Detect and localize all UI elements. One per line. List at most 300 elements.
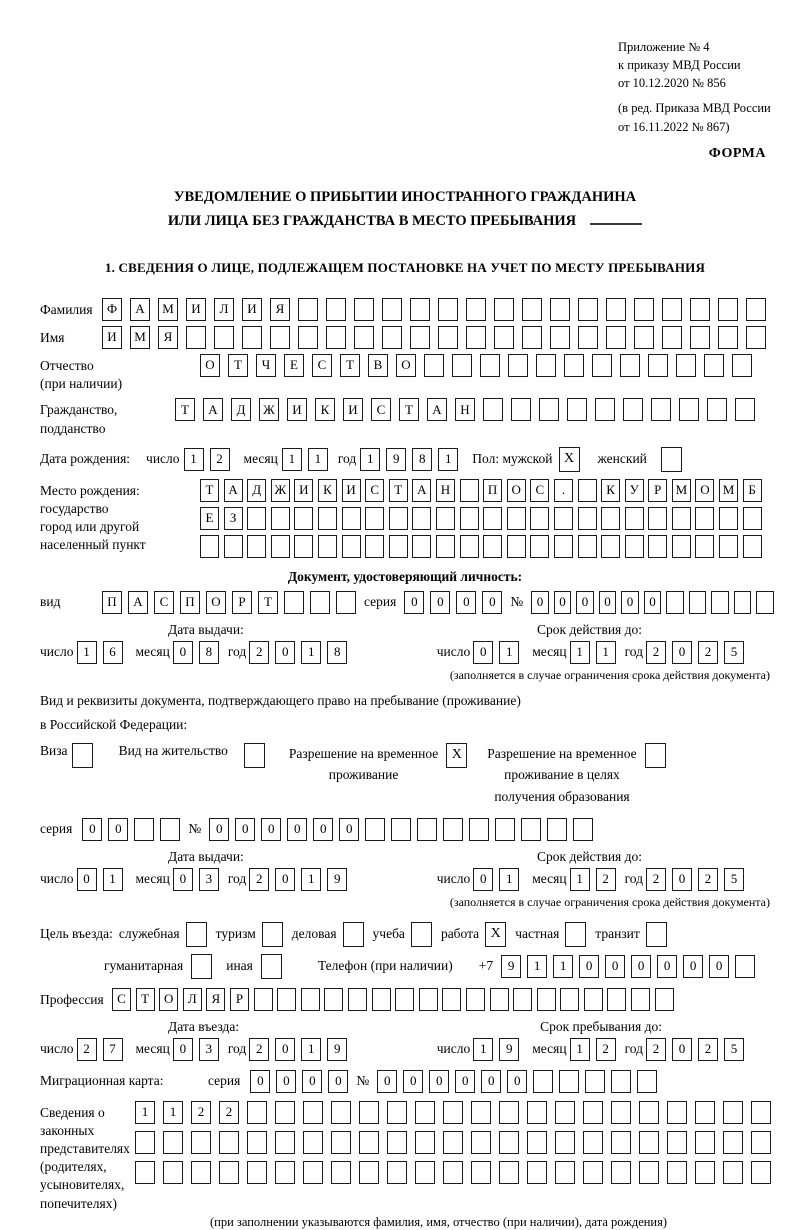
form-cell[interactable]: 5: [724, 641, 744, 664]
form-cell[interactable]: [275, 1131, 295, 1154]
form-cell[interactable]: [559, 1070, 579, 1093]
form-cell[interactable]: [336, 591, 356, 614]
form-cell[interactable]: 2: [219, 1101, 239, 1124]
form-cell[interactable]: 1: [553, 955, 573, 978]
form-cell[interactable]: 1: [308, 448, 328, 471]
form-cell[interactable]: А: [412, 479, 431, 502]
form-cell[interactable]: [743, 507, 762, 530]
form-cell[interactable]: [471, 1161, 491, 1184]
form-cell[interactable]: [326, 326, 346, 349]
form-cell[interactable]: С: [530, 479, 549, 502]
form-cell[interactable]: 0: [275, 1038, 295, 1061]
form-cell[interactable]: [365, 507, 384, 530]
form-cell[interactable]: 0: [657, 955, 677, 978]
form-cell[interactable]: [522, 326, 542, 349]
form-cell[interactable]: 0: [599, 591, 617, 614]
form-cell[interactable]: 0: [261, 818, 281, 841]
form-cell[interactable]: [494, 326, 514, 349]
form-cell[interactable]: 2: [249, 1038, 269, 1061]
form-cell[interactable]: 8: [199, 641, 219, 664]
form-cell[interactable]: [527, 1161, 547, 1184]
form-cell[interactable]: [191, 1161, 211, 1184]
form-cell[interactable]: Т: [389, 479, 408, 502]
form-cell[interactable]: [163, 1131, 183, 1154]
form-cell[interactable]: [751, 1131, 771, 1154]
form-cell[interactable]: [466, 988, 485, 1011]
form-cell[interactable]: [294, 535, 313, 558]
form-cell[interactable]: [595, 398, 615, 421]
form-cell[interactable]: 0: [455, 1070, 475, 1093]
form-cell[interactable]: [483, 535, 502, 558]
form-cell[interactable]: [625, 535, 644, 558]
temp-residence-edu-checkbox[interactable]: [645, 743, 666, 768]
form-cell[interactable]: 1: [103, 868, 123, 891]
purpose-work-checkbox[interactable]: X: [485, 922, 506, 947]
form-cell[interactable]: 0: [328, 1070, 348, 1093]
form-cell[interactable]: [648, 535, 667, 558]
form-cell[interactable]: 2: [191, 1101, 211, 1124]
form-cell[interactable]: [530, 535, 549, 558]
form-cell[interactable]: [578, 507, 597, 530]
form-cell[interactable]: [667, 1101, 687, 1124]
form-cell[interactable]: [751, 1101, 771, 1124]
purpose-tourism-checkbox[interactable]: [262, 922, 283, 947]
form-cell[interactable]: [382, 326, 402, 349]
form-cell[interactable]: [471, 1131, 491, 1154]
form-cell[interactable]: И: [186, 298, 206, 321]
form-cell[interactable]: 0: [108, 818, 128, 841]
form-cell[interactable]: Ч: [256, 354, 276, 377]
form-cell[interactable]: 0: [173, 868, 193, 891]
form-cell[interactable]: Е: [284, 354, 304, 377]
form-cell[interactable]: [651, 398, 671, 421]
form-cell[interactable]: 2: [596, 1038, 616, 1061]
form-cell[interactable]: [723, 1131, 743, 1154]
form-cell[interactable]: [672, 535, 691, 558]
form-cell[interactable]: [294, 507, 313, 530]
form-cell[interactable]: [443, 1161, 463, 1184]
form-cell[interactable]: [585, 1070, 605, 1093]
form-cell[interactable]: [275, 1161, 295, 1184]
form-cell[interactable]: Б: [743, 479, 762, 502]
form-cell[interactable]: [466, 326, 486, 349]
form-cell[interactable]: [389, 507, 408, 530]
form-cell[interactable]: [648, 507, 667, 530]
form-cell[interactable]: [387, 1101, 407, 1124]
form-cell[interactable]: А: [224, 479, 243, 502]
form-cell[interactable]: Т: [258, 591, 278, 614]
form-cell[interactable]: Я: [270, 298, 290, 321]
form-cell[interactable]: [672, 507, 691, 530]
form-cell[interactable]: Т: [340, 354, 360, 377]
form-cell[interactable]: [648, 354, 668, 377]
form-cell[interactable]: Р: [232, 591, 252, 614]
form-cell[interactable]: [719, 507, 738, 530]
form-cell[interactable]: Ж: [259, 398, 279, 421]
form-cell[interactable]: [522, 298, 542, 321]
form-cell[interactable]: [410, 298, 430, 321]
form-cell[interactable]: [387, 1131, 407, 1154]
form-cell[interactable]: [592, 354, 612, 377]
form-cell[interactable]: [578, 535, 597, 558]
form-cell[interactable]: С: [112, 988, 131, 1011]
form-cell[interactable]: [163, 1161, 183, 1184]
form-cell[interactable]: [746, 326, 766, 349]
form-cell[interactable]: 0: [531, 591, 549, 614]
form-cell[interactable]: [438, 326, 458, 349]
form-cell[interactable]: [511, 398, 531, 421]
form-cell[interactable]: 2: [698, 641, 718, 664]
form-cell[interactable]: 0: [403, 1070, 423, 1093]
form-cell[interactable]: [365, 535, 384, 558]
form-cell[interactable]: [662, 326, 682, 349]
form-cell[interactable]: [200, 535, 219, 558]
form-cell[interactable]: О: [396, 354, 416, 377]
form-cell[interactable]: [354, 298, 374, 321]
form-cell[interactable]: 2: [210, 448, 230, 471]
form-cell[interactable]: [303, 1161, 323, 1184]
form-cell[interactable]: [735, 398, 755, 421]
form-cell[interactable]: [247, 1101, 267, 1124]
form-cell[interactable]: О: [695, 479, 714, 502]
form-cell[interactable]: 0: [77, 868, 97, 891]
form-cell[interactable]: И: [102, 326, 122, 349]
form-cell[interactable]: К: [318, 479, 337, 502]
form-cell[interactable]: 0: [287, 818, 307, 841]
form-cell[interactable]: [507, 507, 526, 530]
form-cell[interactable]: П: [483, 479, 502, 502]
form-cell[interactable]: [389, 535, 408, 558]
form-cell[interactable]: [495, 818, 515, 841]
form-cell[interactable]: 0: [82, 818, 102, 841]
form-cell[interactable]: 0: [473, 641, 493, 664]
form-cell[interactable]: [443, 1131, 463, 1154]
form-cell[interactable]: 1: [499, 641, 519, 664]
form-cell[interactable]: Л: [183, 988, 202, 1011]
form-cell[interactable]: [723, 1101, 743, 1124]
form-cell[interactable]: М: [719, 479, 738, 502]
form-cell[interactable]: [301, 988, 320, 1011]
form-cell[interactable]: 1: [570, 641, 590, 664]
form-cell[interactable]: С: [371, 398, 391, 421]
form-cell[interactable]: [666, 591, 684, 614]
form-cell[interactable]: У: [625, 479, 644, 502]
form-cell[interactable]: [499, 1131, 519, 1154]
form-cell[interactable]: [395, 988, 414, 1011]
form-cell[interactable]: Т: [399, 398, 419, 421]
form-cell[interactable]: [601, 507, 620, 530]
form-cell[interactable]: 0: [709, 955, 729, 978]
form-cell[interactable]: [460, 479, 479, 502]
form-cell[interactable]: [391, 818, 411, 841]
form-cell[interactable]: .: [554, 479, 573, 502]
form-cell[interactable]: [412, 507, 431, 530]
form-cell[interactable]: 0: [507, 1070, 527, 1093]
form-cell[interactable]: И: [294, 479, 313, 502]
form-cell[interactable]: 0: [644, 591, 662, 614]
form-cell[interactable]: [679, 398, 699, 421]
form-cell[interactable]: [438, 298, 458, 321]
form-cell[interactable]: [734, 591, 752, 614]
form-cell[interactable]: 5: [724, 868, 744, 891]
form-cell[interactable]: [639, 1131, 659, 1154]
form-cell[interactable]: [412, 535, 431, 558]
purpose-study-checkbox[interactable]: [411, 922, 432, 947]
form-cell[interactable]: [695, 507, 714, 530]
form-cell[interactable]: 1: [163, 1101, 183, 1124]
form-cell[interactable]: [756, 591, 774, 614]
form-cell[interactable]: [326, 298, 346, 321]
form-cell[interactable]: Л: [214, 298, 234, 321]
form-cell[interactable]: [466, 298, 486, 321]
form-cell[interactable]: 0: [605, 955, 625, 978]
form-cell[interactable]: И: [287, 398, 307, 421]
form-cell[interactable]: [480, 354, 500, 377]
form-cell[interactable]: 1: [301, 868, 321, 891]
form-cell[interactable]: [443, 1101, 463, 1124]
form-cell[interactable]: 2: [77, 1038, 97, 1061]
form-cell[interactable]: 0: [275, 868, 295, 891]
form-cell[interactable]: В: [368, 354, 388, 377]
form-cell[interactable]: 0: [339, 818, 359, 841]
form-cell[interactable]: 9: [327, 868, 347, 891]
form-cell[interactable]: [662, 298, 682, 321]
form-cell[interactable]: [436, 507, 455, 530]
form-cell[interactable]: [342, 535, 361, 558]
form-cell[interactable]: [219, 1161, 239, 1184]
form-cell[interactable]: [415, 1161, 435, 1184]
purpose-transit-checkbox[interactable]: [646, 922, 667, 947]
form-cell[interactable]: 1: [301, 1038, 321, 1061]
form-cell[interactable]: [667, 1161, 687, 1184]
form-cell[interactable]: [564, 354, 584, 377]
form-cell[interactable]: С: [154, 591, 174, 614]
form-cell[interactable]: 0: [276, 1070, 296, 1093]
form-cell[interactable]: [242, 326, 262, 349]
form-cell[interactable]: [536, 354, 556, 377]
form-cell[interactable]: 1: [77, 641, 97, 664]
form-cell[interactable]: И: [342, 479, 361, 502]
form-cell[interactable]: 1: [499, 868, 519, 891]
form-cell[interactable]: 0: [313, 818, 333, 841]
form-cell[interactable]: [718, 298, 738, 321]
form-cell[interactable]: К: [601, 479, 620, 502]
form-cell[interactable]: [719, 535, 738, 558]
form-cell[interactable]: 0: [482, 591, 502, 614]
form-cell[interactable]: Н: [436, 479, 455, 502]
form-cell[interactable]: [354, 326, 374, 349]
form-cell[interactable]: [550, 326, 570, 349]
form-cell[interactable]: [631, 988, 650, 1011]
form-cell[interactable]: [527, 1101, 547, 1124]
form-cell[interactable]: [555, 1101, 575, 1124]
form-cell[interactable]: [442, 988, 461, 1011]
form-cell[interactable]: 0: [404, 591, 424, 614]
form-cell[interactable]: [247, 1131, 267, 1154]
form-cell[interactable]: 0: [481, 1070, 501, 1093]
form-cell[interactable]: [533, 1070, 553, 1093]
form-cell[interactable]: 1: [473, 1038, 493, 1061]
form-cell[interactable]: 9: [327, 1038, 347, 1061]
form-cell[interactable]: [695, 1101, 715, 1124]
form-cell[interactable]: О: [206, 591, 226, 614]
purpose-business-checkbox[interactable]: [186, 922, 207, 947]
form-cell[interactable]: [275, 1101, 295, 1124]
form-cell[interactable]: [623, 398, 643, 421]
form-cell[interactable]: 1: [282, 448, 302, 471]
form-cell[interactable]: [655, 988, 674, 1011]
form-cell[interactable]: [499, 1161, 519, 1184]
form-cell[interactable]: [634, 298, 654, 321]
form-cell[interactable]: [625, 507, 644, 530]
form-cell[interactable]: [676, 354, 696, 377]
form-cell[interactable]: [578, 298, 598, 321]
form-cell[interactable]: 8: [412, 448, 432, 471]
form-cell[interactable]: [443, 818, 463, 841]
purpose-other-checkbox[interactable]: [261, 954, 282, 979]
form-cell[interactable]: [584, 988, 603, 1011]
form-cell[interactable]: Р: [648, 479, 667, 502]
form-cell[interactable]: [324, 988, 343, 1011]
form-cell[interactable]: [723, 1161, 743, 1184]
form-cell[interactable]: А: [203, 398, 223, 421]
form-cell[interactable]: [310, 591, 330, 614]
form-cell[interactable]: [530, 507, 549, 530]
form-cell[interactable]: Д: [231, 398, 251, 421]
form-cell[interactable]: [583, 1161, 603, 1184]
form-cell[interactable]: 0: [173, 641, 193, 664]
form-cell[interactable]: [601, 535, 620, 558]
form-cell[interactable]: [611, 1161, 631, 1184]
form-cell[interactable]: 0: [576, 591, 594, 614]
form-cell[interactable]: [667, 1131, 687, 1154]
form-cell[interactable]: [271, 535, 290, 558]
form-cell[interactable]: Т: [228, 354, 248, 377]
form-cell[interactable]: [483, 507, 502, 530]
form-cell[interactable]: [382, 298, 402, 321]
form-cell[interactable]: [550, 298, 570, 321]
form-cell[interactable]: [490, 988, 509, 1011]
form-cell[interactable]: [160, 818, 180, 841]
temp-residence-checkbox[interactable]: X: [446, 743, 467, 768]
form-cell[interactable]: [704, 354, 724, 377]
form-cell[interactable]: Р: [230, 988, 249, 1011]
form-cell[interactable]: [689, 591, 707, 614]
form-cell[interactable]: [410, 326, 430, 349]
form-cell[interactable]: [611, 1131, 631, 1154]
form-cell[interactable]: [415, 1131, 435, 1154]
form-cell[interactable]: О: [200, 354, 220, 377]
form-cell[interactable]: [611, 1070, 631, 1093]
form-cell[interactable]: [460, 507, 479, 530]
form-cell[interactable]: [746, 298, 766, 321]
form-cell[interactable]: [521, 818, 541, 841]
form-cell[interactable]: 1: [570, 1038, 590, 1061]
form-cell[interactable]: [303, 1101, 323, 1124]
form-cell[interactable]: 0: [631, 955, 651, 978]
form-cell[interactable]: 0: [173, 1038, 193, 1061]
purpose-humanitarian-checkbox[interactable]: [191, 954, 212, 979]
form-cell[interactable]: [583, 1131, 603, 1154]
form-cell[interactable]: 0: [683, 955, 703, 978]
form-cell[interactable]: [186, 326, 206, 349]
form-cell[interactable]: 9: [499, 1038, 519, 1061]
form-cell[interactable]: 9: [386, 448, 406, 471]
form-cell[interactable]: 2: [698, 868, 718, 891]
form-cell[interactable]: 5: [724, 1038, 744, 1061]
form-cell[interactable]: 0: [554, 591, 572, 614]
form-cell[interactable]: [417, 818, 437, 841]
purpose-private-checkbox[interactable]: [565, 922, 586, 947]
form-cell[interactable]: [578, 479, 597, 502]
form-cell[interactable]: 1: [135, 1101, 155, 1124]
form-cell[interactable]: Д: [247, 479, 266, 502]
form-cell[interactable]: 2: [646, 1038, 666, 1061]
form-cell[interactable]: 3: [199, 868, 219, 891]
form-cell[interactable]: [513, 988, 532, 1011]
form-cell[interactable]: [539, 398, 559, 421]
form-cell[interactable]: [135, 1161, 155, 1184]
form-cell[interactable]: [359, 1131, 379, 1154]
form-cell[interactable]: [372, 988, 391, 1011]
form-cell[interactable]: А: [128, 591, 148, 614]
form-cell[interactable]: 0: [473, 868, 493, 891]
form-cell[interactable]: [342, 507, 361, 530]
form-cell[interactable]: 0: [209, 818, 229, 841]
form-cell[interactable]: [707, 398, 727, 421]
form-cell[interactable]: [134, 818, 154, 841]
form-cell[interactable]: [554, 535, 573, 558]
form-cell[interactable]: [471, 1101, 491, 1124]
form-cell[interactable]: [359, 1161, 379, 1184]
form-cell[interactable]: [695, 1161, 715, 1184]
form-cell[interactable]: [415, 1101, 435, 1124]
form-cell[interactable]: Е: [200, 507, 219, 530]
form-cell[interactable]: [606, 326, 626, 349]
form-cell[interactable]: 2: [646, 868, 666, 891]
form-cell[interactable]: [639, 1161, 659, 1184]
form-cell[interactable]: [554, 507, 573, 530]
form-cell[interactable]: Ж: [271, 479, 290, 502]
form-cell[interactable]: [547, 818, 567, 841]
form-cell[interactable]: [277, 988, 296, 1011]
form-cell[interactable]: [573, 818, 593, 841]
form-cell[interactable]: Я: [206, 988, 225, 1011]
form-cell[interactable]: [507, 535, 526, 558]
form-cell[interactable]: [298, 326, 318, 349]
form-cell[interactable]: 8: [327, 641, 347, 664]
form-cell[interactable]: З: [224, 507, 243, 530]
form-cell[interactable]: С: [312, 354, 332, 377]
form-cell[interactable]: [469, 818, 489, 841]
form-cell[interactable]: [247, 507, 266, 530]
form-cell[interactable]: 0: [430, 591, 450, 614]
form-cell[interactable]: 0: [579, 955, 599, 978]
form-cell[interactable]: [331, 1131, 351, 1154]
form-cell[interactable]: [695, 1131, 715, 1154]
form-cell[interactable]: [690, 298, 710, 321]
form-cell[interactable]: [695, 535, 714, 558]
form-cell[interactable]: [247, 535, 266, 558]
form-cell[interactable]: 2: [698, 1038, 718, 1061]
form-cell[interactable]: [611, 1101, 631, 1124]
form-cell[interactable]: 0: [275, 641, 295, 664]
form-cell[interactable]: А: [130, 298, 150, 321]
form-cell[interactable]: 0: [377, 1070, 397, 1093]
form-cell[interactable]: [271, 507, 290, 530]
form-cell[interactable]: 0: [621, 591, 639, 614]
form-cell[interactable]: Т: [136, 988, 155, 1011]
